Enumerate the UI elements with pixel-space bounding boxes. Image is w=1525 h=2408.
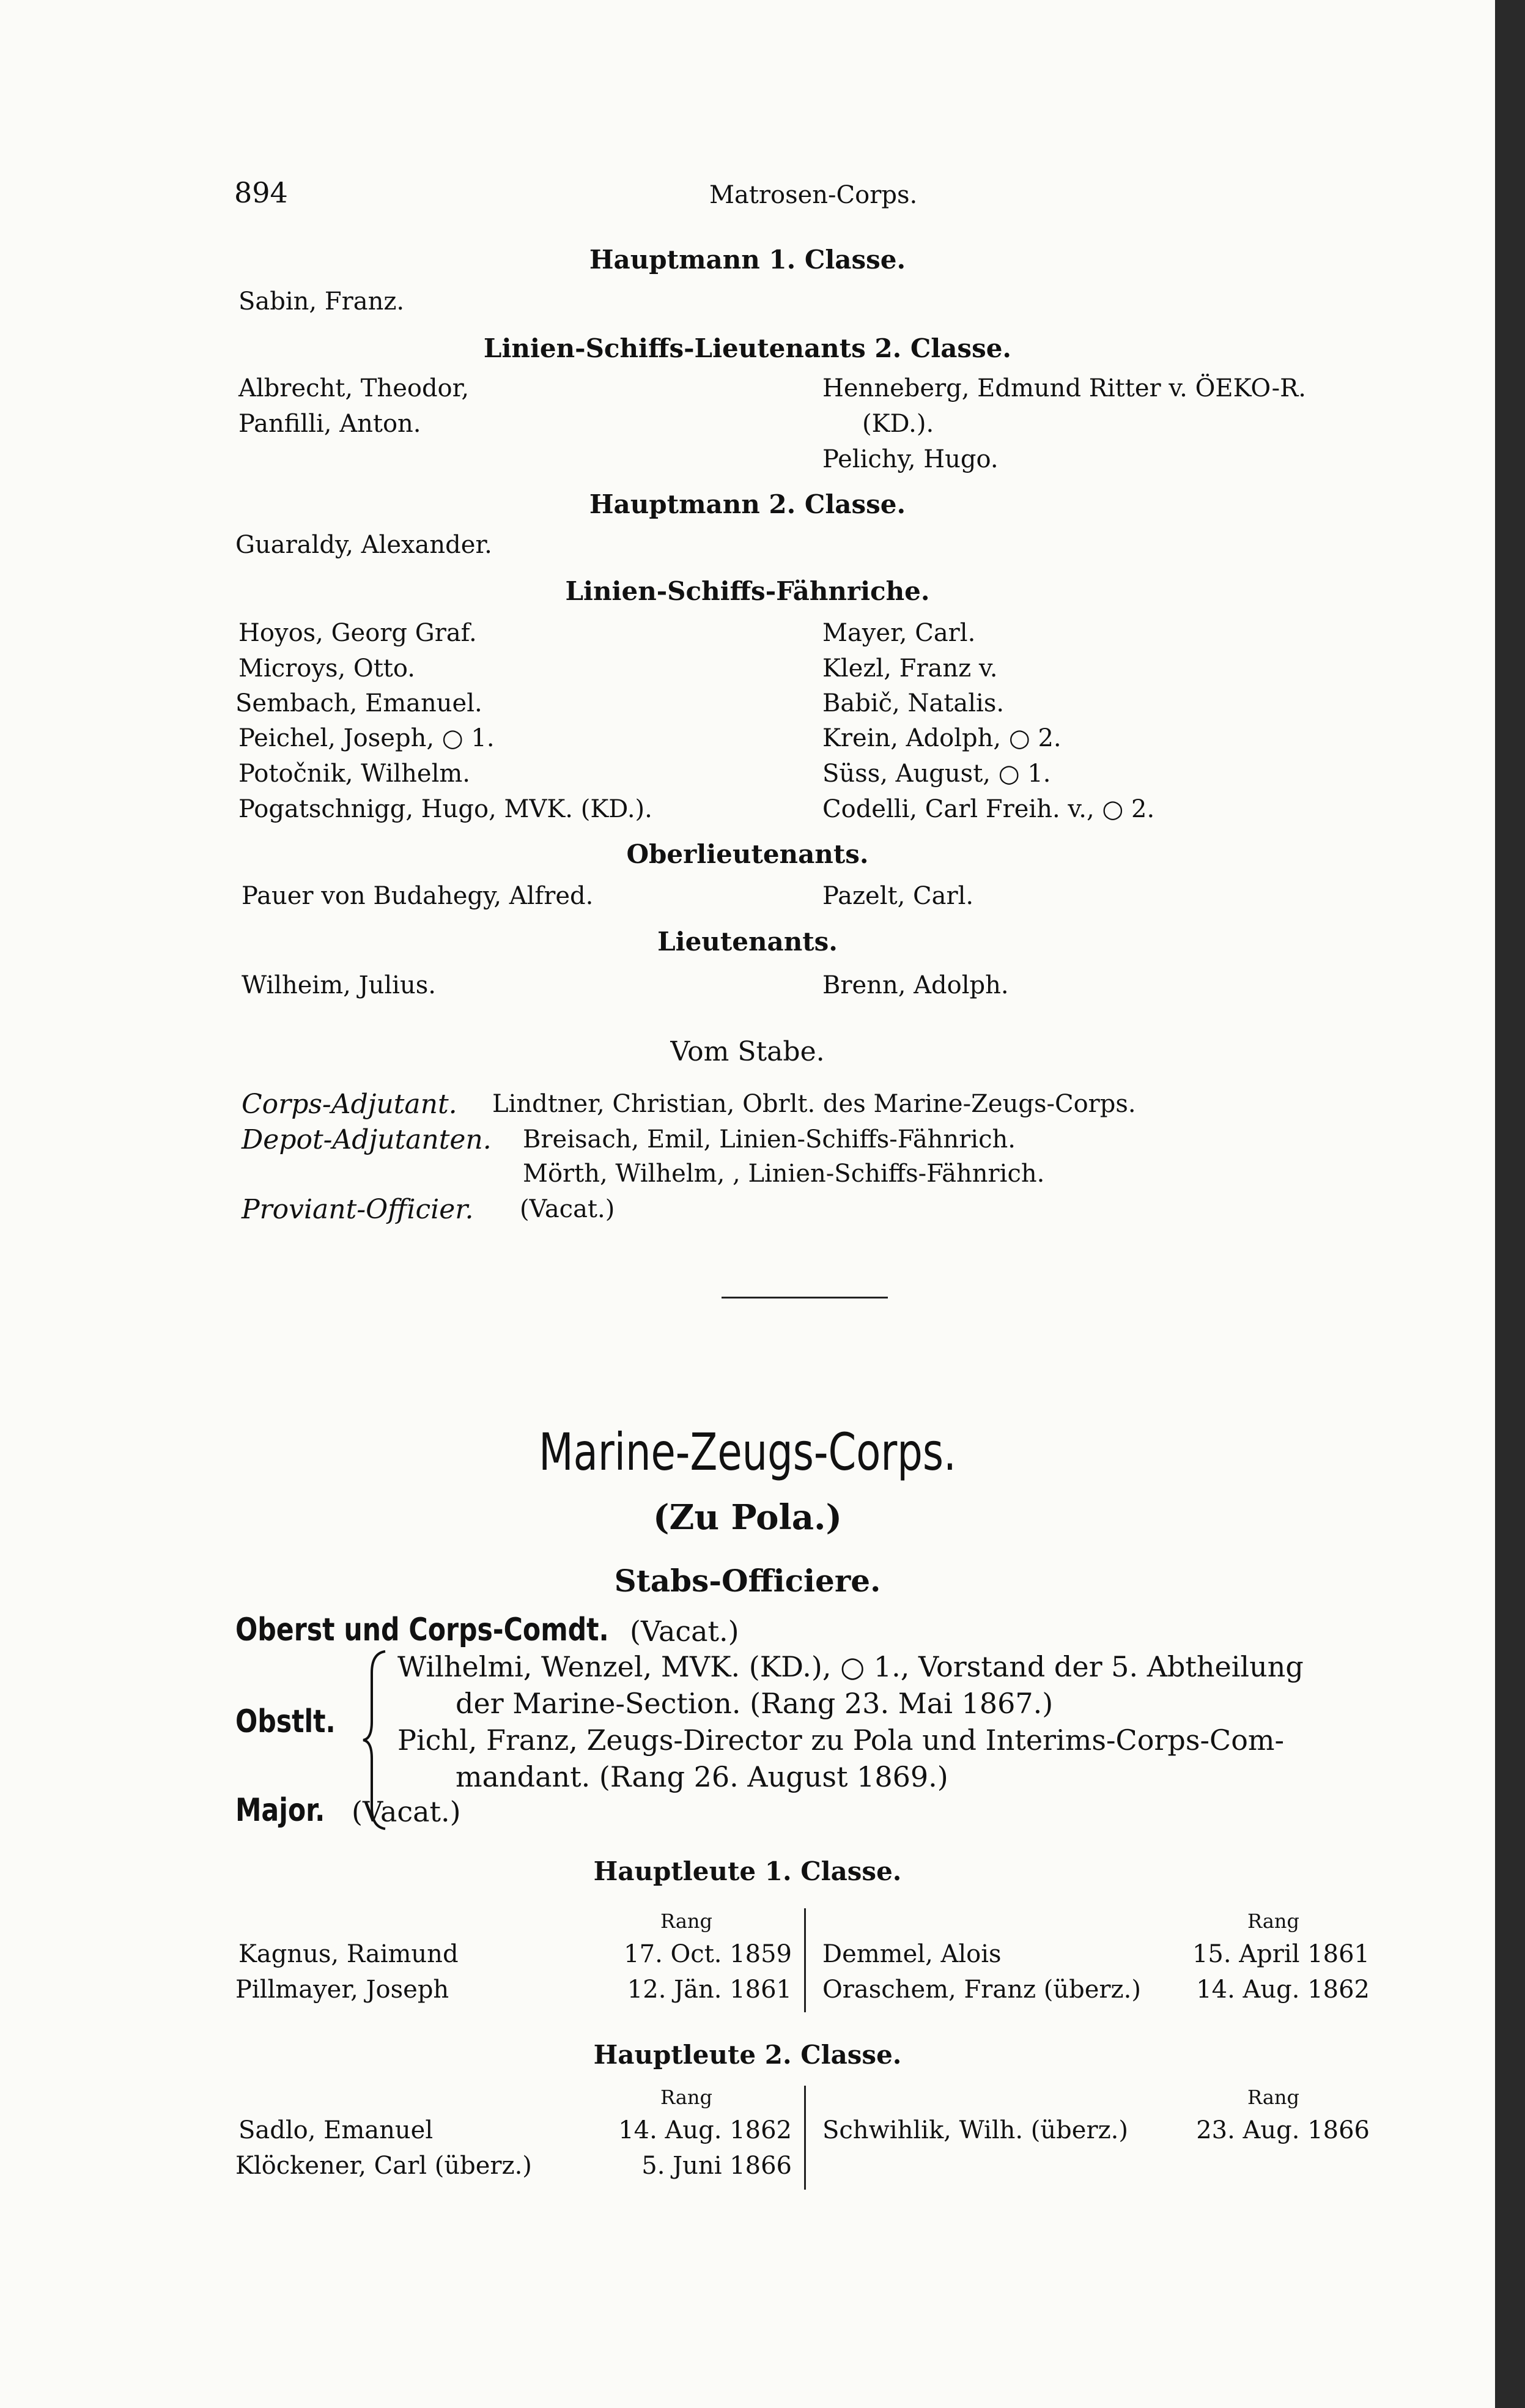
table-row-rang: 12. Jän. 1861 (627, 1976, 792, 2004)
table-row-rang: 14. Aug. 1862 (1196, 1976, 1370, 2004)
role-label: Corps-Adjutant. (242, 1089, 457, 1120)
rank-value: (Vacat.) (630, 1615, 739, 1648)
list-item: Wilheim, Julius. (242, 971, 436, 999)
table-row-rang: 23. Aug. 1866 (1196, 2116, 1370, 2144)
list-item: Sabin, Franz. (238, 287, 405, 316)
list-item: Potočnik, Wilhelm. (238, 760, 471, 788)
list-item: Krein, Adolph, ○ 2. (822, 724, 1062, 752)
section-heading: Hauptmann 1. Classe. (589, 245, 906, 275)
section-heading: Hauptleute 2. Classe. (593, 2040, 902, 2070)
section-heading: Hauptleute 1. Classe. (593, 1856, 902, 1886)
role-label: Depot-Adjutanten. (242, 1124, 492, 1155)
section-heading: Linien-Schiffs-Lieutenants 2. Classe. (483, 333, 1012, 363)
table-row-name: Klöckener, Carl (überz.) (235, 2152, 532, 2180)
list-item: Codelli, Carl Freih. v., ○ 2. (822, 795, 1155, 823)
running-title: Matrosen-Corps. (709, 181, 918, 209)
ornament-divider (722, 1297, 888, 1298)
section-heading: Stabs-Officiere. (614, 1563, 881, 1599)
section-heading: Vom Stabe. (670, 1036, 825, 1067)
list-item: Hoyos, Georg Graf. (238, 619, 477, 647)
table-row-name: Demmel, Alois (822, 1940, 1002, 1968)
section-heading: Lieutenants. (657, 927, 838, 957)
list-item: Albrecht, Theodor, (238, 374, 470, 402)
list-item: Klezl, Franz v. (822, 654, 998, 683)
list-item: Panfilli, Anton. (238, 410, 421, 438)
table-row-rang: 17. Oct. 1859 (624, 1940, 792, 1968)
list-item: (Vacat.) (520, 1195, 615, 1223)
list-item: Henneberg, Edmund Ritter v. ÖEKO-R. (822, 374, 1307, 402)
list-item: Guaraldy, Alexander. (235, 531, 492, 559)
column-divider (804, 1908, 806, 2012)
rank-value: (Vacat.) (352, 1795, 461, 1828)
rang-header: Rang (1247, 2086, 1299, 2109)
list-item: Lindtner, Christian, Obrlt. des Marine-Zeugs-Corps. (492, 1090, 1136, 1118)
rank-label: Obstlt. (235, 1703, 336, 1740)
list-item: Süss, August, ○ 1. (822, 760, 1051, 788)
section-heading: Hauptmann 2. Classe. (589, 489, 906, 519)
table-row-rang: 14. Aug. 1862 (618, 2116, 792, 2144)
list-item: Pazelt, Carl. (822, 882, 974, 910)
list-item: der Marine-Section. (Rang 23. Mai 1867.) (456, 1687, 1054, 1720)
rank-label: Major. (235, 1792, 325, 1829)
table-row-name: Oraschem, Franz (überz.) (822, 1976, 1141, 2004)
list-item: Wilhelmi, Wenzel, MVK. (KD.), ○ 1., Vorstand der 5. Abtheilung (397, 1650, 1304, 1683)
list-item: Babič, Natalis. (822, 689, 1005, 717)
page-title: Marine-Zeugs-Corps. (539, 1422, 956, 1482)
table-row-name: Pillmayer, Joseph (235, 1976, 449, 2004)
list-item: Pelichy, Hugo. (822, 445, 999, 473)
table-row-rang: 5. Juni 1866 (641, 2152, 792, 2180)
rang-header: Rang (660, 2086, 712, 2109)
rang-header: Rang (1247, 1910, 1299, 1933)
role-label: Proviant-Officier. (242, 1194, 474, 1225)
section-heading: Oberlieutenants. (626, 839, 869, 869)
list-item: Brenn, Adolph. (822, 971, 1009, 999)
list-item: Microys, Otto. (238, 654, 415, 683)
list-item: Peichel, Joseph, ○ 1. (238, 724, 495, 752)
section-heading: Linien-Schiffs-Fähnriche. (565, 576, 930, 606)
rank-label: Oberst und Corps-Comdt. (235, 1612, 609, 1648)
table-row-name: Kagnus, Raimund (238, 1940, 459, 1968)
list-item: Pauer von Budahegy, Alfred. (242, 882, 594, 910)
list-item: Mayer, Carl. (822, 619, 976, 647)
table-row-name: Schwihlik, Wilh. (überz.) (822, 2116, 1128, 2144)
rang-header: Rang (660, 1910, 712, 1933)
list-item: Pichl, Franz, Zeugs-Director zu Pola und Interims-Corps-Com- (397, 1724, 1285, 1757)
list-item: Sembach, Emanuel. (235, 689, 482, 717)
subtitle: (Zu Pola.) (652, 1497, 843, 1538)
list-item: Pogatschnigg, Hugo, MVK. (KD.). (238, 795, 652, 823)
list-item: Mörth, Wilhelm, , Linien-Schiffs-Fähnrich. (523, 1160, 1045, 1188)
table-row-rang: 15. April 1861 (1192, 1940, 1370, 1968)
column-divider (804, 2086, 806, 2190)
list-item: (KD.). (862, 410, 934, 438)
list-item: Breisach, Emil, Linien-Schiffs-Fähnrich. (523, 1125, 1016, 1154)
table-row-name: Sadlo, Emanuel (238, 2116, 434, 2144)
page-number: 894 (234, 176, 288, 209)
list-item: mandant. (Rang 26. August 1869.) (456, 1760, 948, 1793)
